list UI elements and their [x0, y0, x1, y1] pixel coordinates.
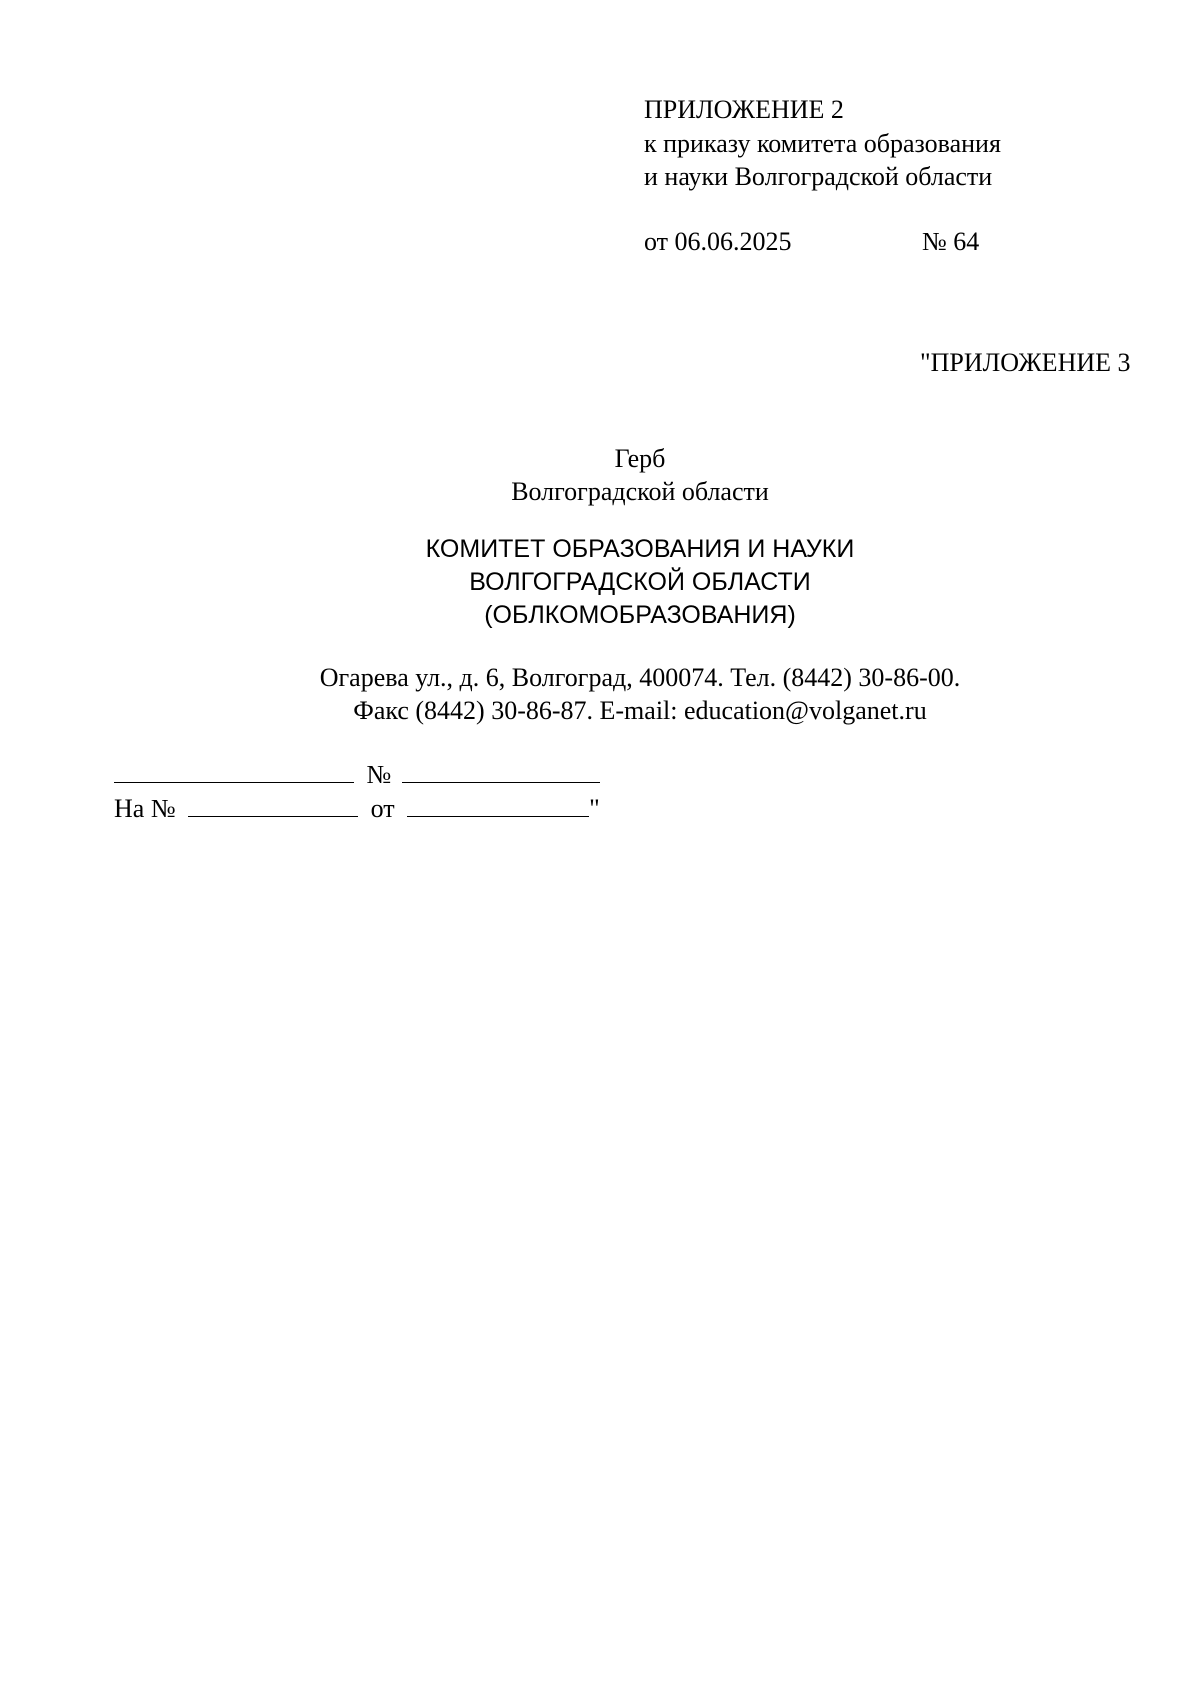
reply-date-blank: [407, 790, 589, 817]
approval-number: № 64: [922, 227, 980, 256]
approval-title: ПРИЛОЖЕНИЕ 2: [644, 95, 844, 124]
organization-name-line-1: КОМИТЕТ ОБРАЗОВАНИЯ И НАУКИ: [425, 535, 855, 563]
organization-contacts: Факс (8442) 30-86-87. E-mail: education@volganet.ru: [353, 696, 927, 725]
approval-line-3: и науки Волгоградской области: [644, 162, 993, 191]
emblem-placeholder-line-2: Волгоградской области: [511, 477, 769, 506]
approval-date: от 06.06.2025: [644, 227, 792, 256]
organization-name-line-2: ВОЛГОГРАДСКОЙ ОБЛАСТИ: [469, 568, 811, 596]
closing-quote: ": [589, 794, 600, 823]
organization-address: Огарева ул., д. 6, Волгоград, 400074. Тел. (8442) 30-86-00.: [319, 663, 961, 692]
outgoing-date-blank: [114, 756, 354, 783]
organization-short-name: (ОБЛКОМОБРАЗОВАНИЯ): [484, 601, 796, 629]
outgoing-number-blank: [402, 756, 600, 783]
outgoing-number-sign: №: [366, 760, 392, 789]
appendix-reference: "ПРИЛОЖЕНИЕ 3: [920, 348, 1131, 377]
approval-line-2: к приказу комитета образования: [644, 129, 1001, 158]
reply-reference-row: [114, 790, 600, 826]
reply-number-label: На №: [114, 794, 176, 823]
reply-from-label: от: [370, 794, 395, 823]
reply-number-blank: [188, 790, 358, 817]
outgoing-registration-row: [114, 756, 600, 792]
emblem-placeholder-line-1: Герб: [614, 444, 666, 473]
